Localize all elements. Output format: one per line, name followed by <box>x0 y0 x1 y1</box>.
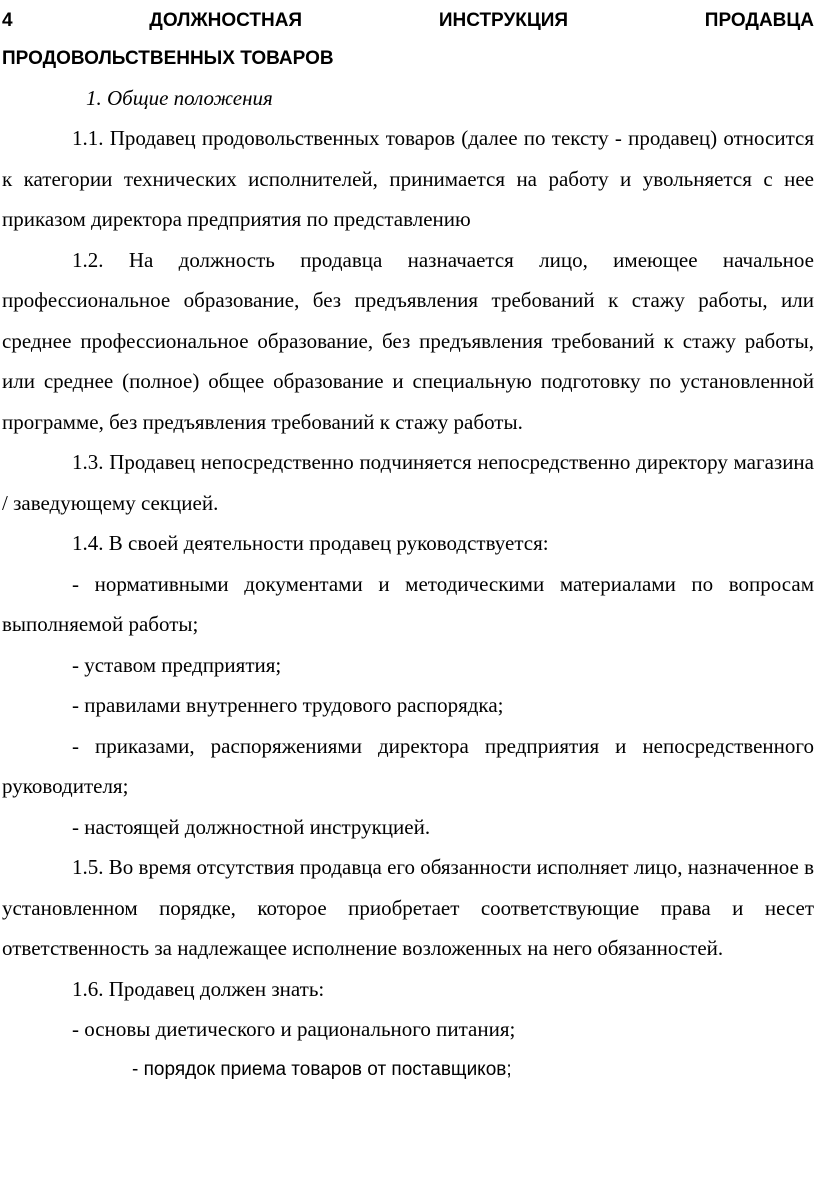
title-line-1: 4 ДОЛЖНОСТНАЯ ИНСТРУКЦИЯ ПРОДАВЦА <box>2 10 814 31</box>
list-item-nutrition: - основы диетического и рационального питания; <box>72 1017 516 1041</box>
list-item-normative-docs: - нормативными документами и методическими материалами по вопросам выполняемой работы; <box>2 571 814 636</box>
title-line-2: ПРОДОВОЛЬСТВЕННЫХ ТОВАРОВ <box>2 48 334 69</box>
paragraph-1-6: 1.6. Продавец должен знать: <box>72 976 325 1001</box>
paragraph-1-3: 1.3. Продавец непосредственно подчиняется непосредственно директору магазина / заведующему секцией. <box>2 450 814 515</box>
paragraph-1-4: 1.4. В своей деятельности продавец руководствуется: <box>72 531 549 555</box>
list-item-charter: - уставом предприятия; <box>72 652 282 677</box>
list-item-instruction: - настоящей должностной инструкцией. <box>72 814 431 839</box>
document-title <box>2 0 814 78</box>
paragraph-1-5: 1.5. Во время отсутствия продавца его обязанности исполняет лицо, назначенное в установленном порядке, которое приобретает соответствующие права и несет ответственность за надлежащее исполнение возложенных на него обязанностей. <box>2 855 814 960</box>
list-item-labor-rules: - правилами внутреннего трудового распорядка; <box>72 693 504 717</box>
section-heading: 1. Общие положения <box>86 86 273 110</box>
paragraph-1-2: 1.2. На должность продавца назначается лицо, имеющее начальное профессиональное образование, без предъявления требований к стажу работы, или среднее профессиональное образование, без предъявления требований к стажу работы, или среднее (полное) общее образование и специальную подготовку по установленной программе, без предъявления требований к стажу работы. <box>2 247 814 434</box>
list-item-goods-acceptance: - порядок приема товаров от поставщиков; <box>132 1058 512 1080</box>
list-item-orders: - приказами, распоряжениями директора предприятия и непосредственного руководителя; <box>2 733 814 798</box>
paragraph-1-1: 1.1. Продавец продовольственных товаров (далее по тексту - продавец) относится к категории технических исполнителей, принимается на работу и увольняется с нее приказом директора предприятия по представлению <box>2 126 814 231</box>
